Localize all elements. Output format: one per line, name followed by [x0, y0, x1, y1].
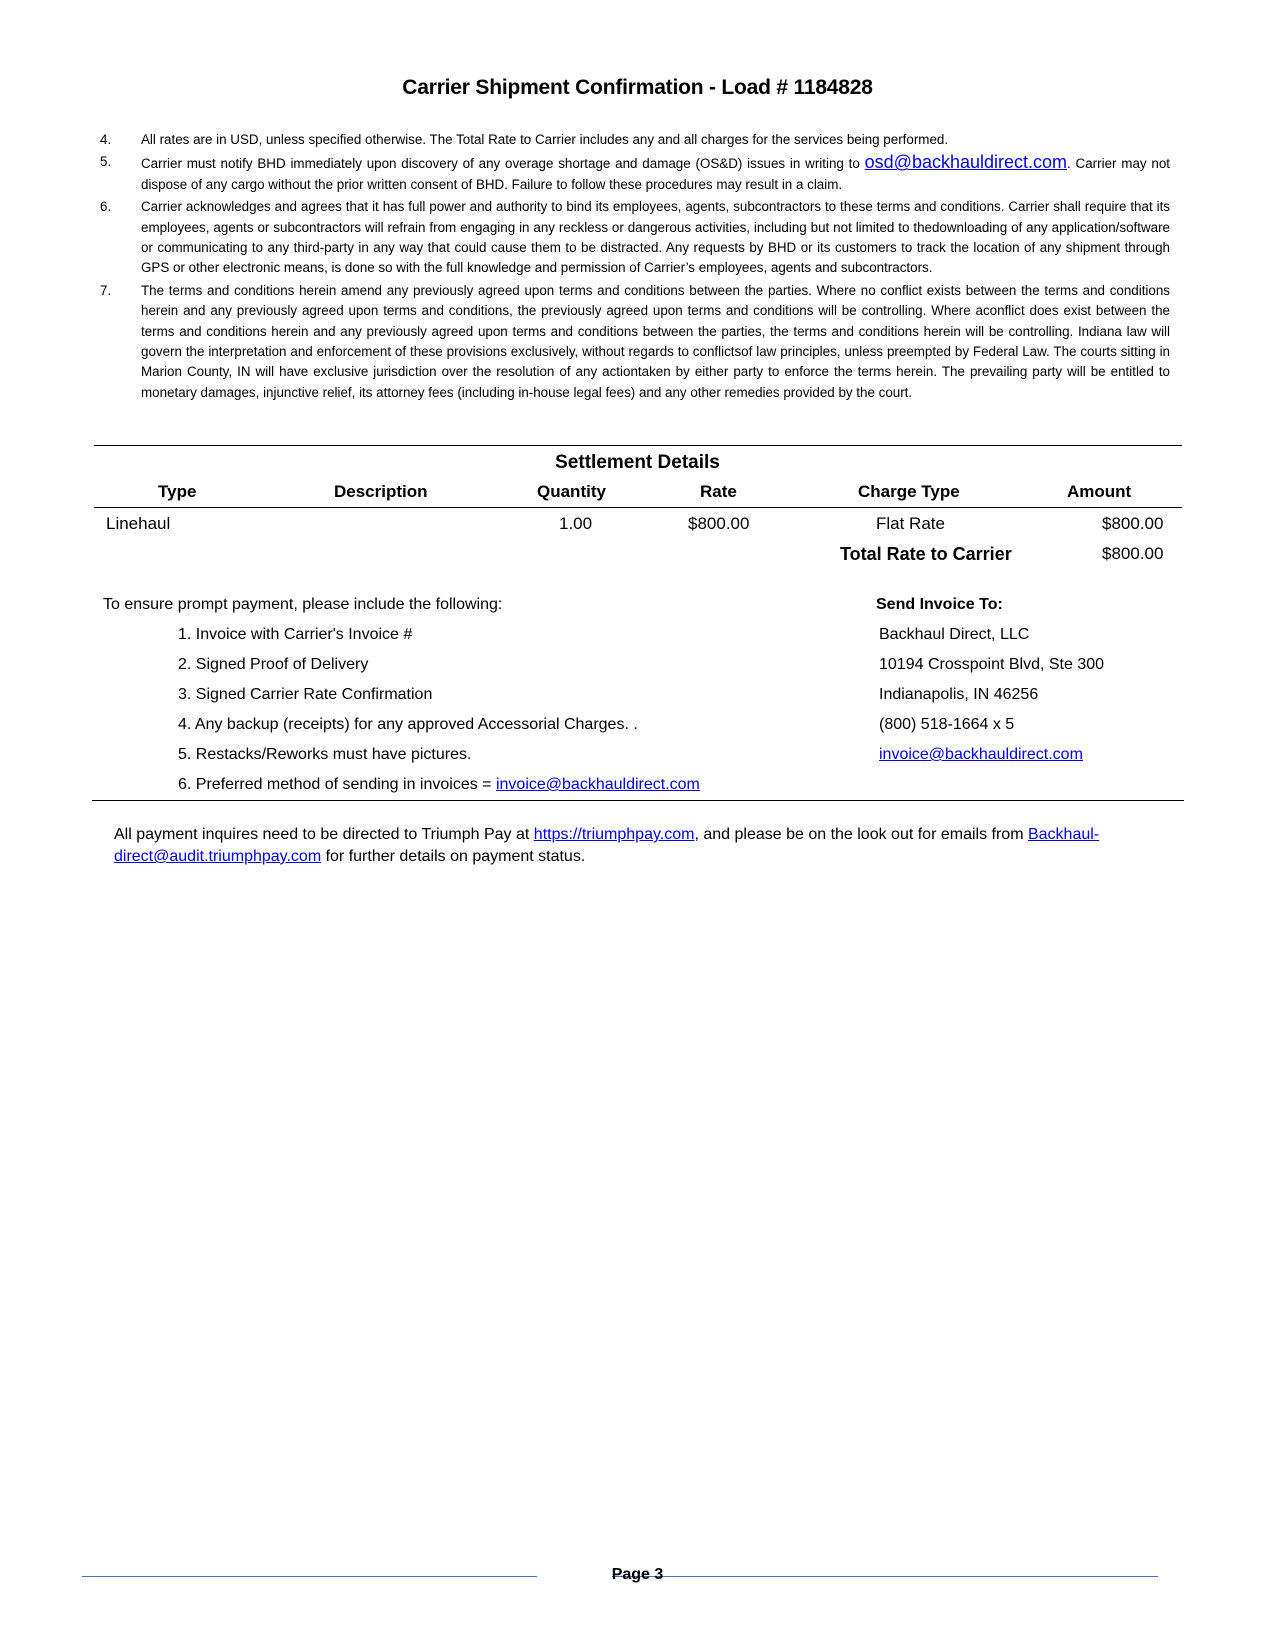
term-text-before: Carrier must notify BHD immediately upon discovery of any overage shortage and damage (OS&D) issues in writing to	[141, 156, 865, 172]
invoice-address-line1: 10194 Crosspoint Blvd, Ste 300	[879, 656, 1105, 673]
header-charge-type: Charge Type	[858, 482, 960, 501]
divider	[94, 507, 1182, 508]
payment-item: 1. Invoice with Carrier's Invoice #	[178, 626, 413, 643]
notice-text: All payment inquires need to be directed to Triumph Pay at	[114, 826, 534, 843]
audit-email-link-part1[interactable]: Backhaul-	[1027, 826, 1100, 843]
term-item-7	[100, 281, 1170, 403]
send-invoice-title: Send Invoice To:	[876, 596, 1003, 613]
audit-email-link-part2[interactable]: direct@audit.triumphpay.com	[114, 848, 322, 865]
notice-text: , and please be on the look out for emails from	[694, 826, 1028, 843]
invoice-phone: (800) 518-1664 x 5	[879, 716, 1015, 733]
row-amount: $800.00	[1102, 514, 1164, 533]
term-number: 4.	[100, 132, 112, 147]
divider	[94, 445, 1182, 446]
payment-item-6	[178, 776, 700, 794]
header-rate: Rate	[700, 482, 737, 501]
row-type: Linehaul	[106, 514, 171, 533]
row-quantity: 1.00	[559, 514, 593, 533]
payment-item: 2. Signed Proof of Delivery	[178, 656, 369, 673]
header-amount: Amount	[1067, 482, 1132, 501]
triumphpay-link[interactable]: https://triumphpay.com	[533, 826, 695, 843]
send-invoice-email-link[interactable]: invoice@backhauldirect.com	[879, 746, 1083, 763]
notice-text: for further details on payment status.	[321, 848, 586, 865]
payment-item: 5. Restacks/Reworks must have pictures.	[178, 746, 472, 763]
term-item-4	[100, 130, 1170, 150]
invoice-address-line2: Indianapolis, IN 46256	[879, 686, 1039, 703]
term-item-6	[100, 197, 1170, 279]
term-text: All rates are in USD, unless specified otherwise. The Total Rate to Carrier includes any and all charges for the services being performed.	[141, 132, 949, 147]
total-amount: $800.00	[1102, 544, 1164, 563]
term-number: 7.	[100, 282, 112, 298]
invoice-email-link[interactable]: invoice@backhauldirect.com	[495, 776, 700, 793]
term-number: 6.	[100, 199, 112, 215]
send-invoice-email	[879, 746, 1083, 764]
payment-intro: To ensure prompt payment, please include the following:	[103, 596, 503, 613]
invoice-company: Backhaul Direct, LLC	[879, 626, 1030, 643]
term-text: The terms and conditions herein amend any previously agreed upon terms and conditions between the parties. Where no conflict exists between the terms and conditions herein and any previously agreed upon terms and conditions, the previously agreed upon terms and conditions will be controlling. Where aconflict does exist between the terms and conditions herein and any previously agreed upon terms and conditions between the parties, the terms and conditions herein will be controlling. Indiana law will govern the interpretation and enforcement of these provisions exclusively, without regards to conflictsof law principles, unless preempted by Federal Law. The courts sitting in Marion County, IN will have exclusive jurisdiction over the resolution of any actiontaken by either party to enforce the terms herein. The prevailing party will be entitled to monetary damages, injunctive relief, its attorney fees (including in-house legal fees) and any other remedies provided by the court.	[141, 282, 1170, 400]
osd-email-link[interactable]: osd@backhauldirect.com	[864, 152, 1068, 173]
term-text: Carrier acknowledges and agrees that it has full power and authority to bind its employees, agents, subcontractors to these terms and conditions. Carrier shall require that its employees, agents or subcontractors will refrain from engaging in any reckless or dangerous activities, including but not limited to thedownloading of any application/software or communicating to any third-party in any way that could cause them to be distracted. Any requests by BHD or its customers to track the location of any shipment through GPS or other electronic means, is done so with the full knowledge and permission of Carrier’s employees, agents and subcontractors.	[141, 199, 1170, 276]
row-rate: $800.00	[688, 514, 750, 533]
term-text	[141, 152, 1170, 195]
terms-list	[100, 130, 1170, 405]
term-number: 5.	[100, 154, 112, 170]
header-type: Type	[158, 482, 197, 501]
header-description: Description	[334, 482, 428, 501]
term-item-5	[100, 152, 1170, 195]
page-title: Carrier Shipment Confirmation - Load # 1184828	[402, 76, 873, 99]
payment-item: 4. Any backup (receipts) for any approved Accessorial Charges. .	[178, 716, 638, 733]
divider	[92, 800, 1184, 801]
page-number: Page 3	[611, 1566, 664, 1583]
header-quantity: Quantity	[537, 482, 606, 501]
term-text-after: . Carrier may not dispose of any cargo without the prior written consent of BHD. Failure to follow these procedures may result in a claim.	[141, 156, 1171, 192]
total-label: Total Rate to Carrier	[840, 544, 1012, 564]
payment-item: 3. Signed Carrier Rate Confirmation	[178, 686, 433, 703]
row-charge-type: Flat Rate	[876, 514, 945, 533]
settlement-title: Settlement Details	[555, 452, 720, 473]
payment-item-6-text: 6. Preferred method of sending in invoices =	[178, 776, 496, 793]
payment-notice	[114, 824, 1194, 868]
